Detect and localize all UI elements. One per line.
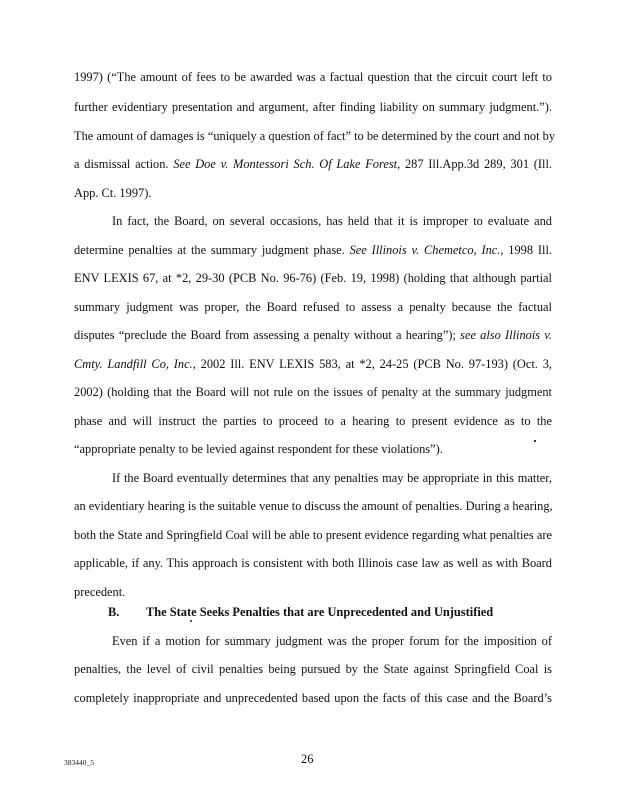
- text-line: 1997) (“The amount of fees to be awarded was a factual question that the circuit court left to: [74, 70, 552, 84]
- text-line: [74, 357, 552, 371]
- text-line-content: a dismissal action. See Doe v. Montessori Sch. Of Lake Forest, 287 Ill.App.3d 289, 301 (Ill.: [74, 157, 552, 171]
- text-line-content: Cmty. Landfill Co, Inc., 2002 Ill. ENV LEXIS 583, at *2, 24-25 (PCB No. 97-193) (Oct. 3,: [74, 357, 552, 371]
- page-number: 26: [301, 752, 314, 766]
- text-line: applicable, if any. This approach is consistent with both Illinois case law as well as with Board: [74, 556, 552, 570]
- text-line: penalties, the level of civil penalties being pursued by the State against Springfield Coal is: [74, 662, 552, 676]
- text-line: both the State and Springfield Coal will be able to present evidence regarding what penalties are: [74, 528, 552, 542]
- text-line: completely inappropriate and unprecedented based upon the facts of this case and the Board’s: [74, 691, 552, 705]
- text-line: 2002) (holding that the Board will not rule on the issues of penalty at the summary judgment: [74, 385, 552, 399]
- text-line: Even if a motion for summary judgment was the proper forum for the imposition of: [112, 634, 552, 648]
- section-heading: [108, 605, 493, 620]
- text-line: summary judgment was proper, the Board refused to assess a penalty because the factual: [74, 300, 552, 314]
- text-line: If the Board eventually determines that any penalties may be appropriate in this matter,: [112, 471, 552, 485]
- text-line: The amount of damages is “uniquely a question of fact” to be determined by the court and not by: [74, 129, 556, 143]
- document-id: 383440_5: [64, 758, 94, 767]
- text-line: [74, 243, 552, 257]
- text-line: phase and will instruct the parties to proceed to a hearing to present evidence as to the: [74, 414, 552, 428]
- section-letter: B.: [108, 605, 120, 619]
- text-line: an evidentiary hearing is the suitable venue to discuss the amount of penalties. During a hearing,: [74, 499, 553, 513]
- text-line: precedent.: [74, 585, 126, 599]
- text-line: [74, 328, 552, 342]
- stray-mark: [190, 620, 192, 622]
- text-line: further evidentiary presentation and argument, after finding liability on summary judgment.”).: [74, 100, 552, 114]
- text-line: [74, 157, 552, 171]
- text-line: “appropriate penalty to be levied against respondent for these violations”).: [74, 442, 443, 456]
- text-line: In fact, the Board, on several occasions, has held that it is improper to evaluate and: [112, 214, 552, 228]
- text-line-content: disputes “preclude the Board from assessing a penalty without a hearing”); see also Illinois v.: [74, 328, 552, 342]
- text-line: App. Ct. 1997).: [74, 186, 152, 200]
- section-title: The State Seeks Penalties that are Unprecedented and Unjustified: [146, 605, 494, 619]
- text-line: ENV LEXIS 67, at *2, 29-30 (PCB No. 96-76) (Feb. 19, 1998) (holding that although partial: [74, 271, 552, 285]
- stray-mark: [534, 440, 536, 442]
- text-line-content: determine penalties at the summary judgment phase. See Illinois v. Chemetco, Inc., 1998 Ill.: [74, 243, 552, 257]
